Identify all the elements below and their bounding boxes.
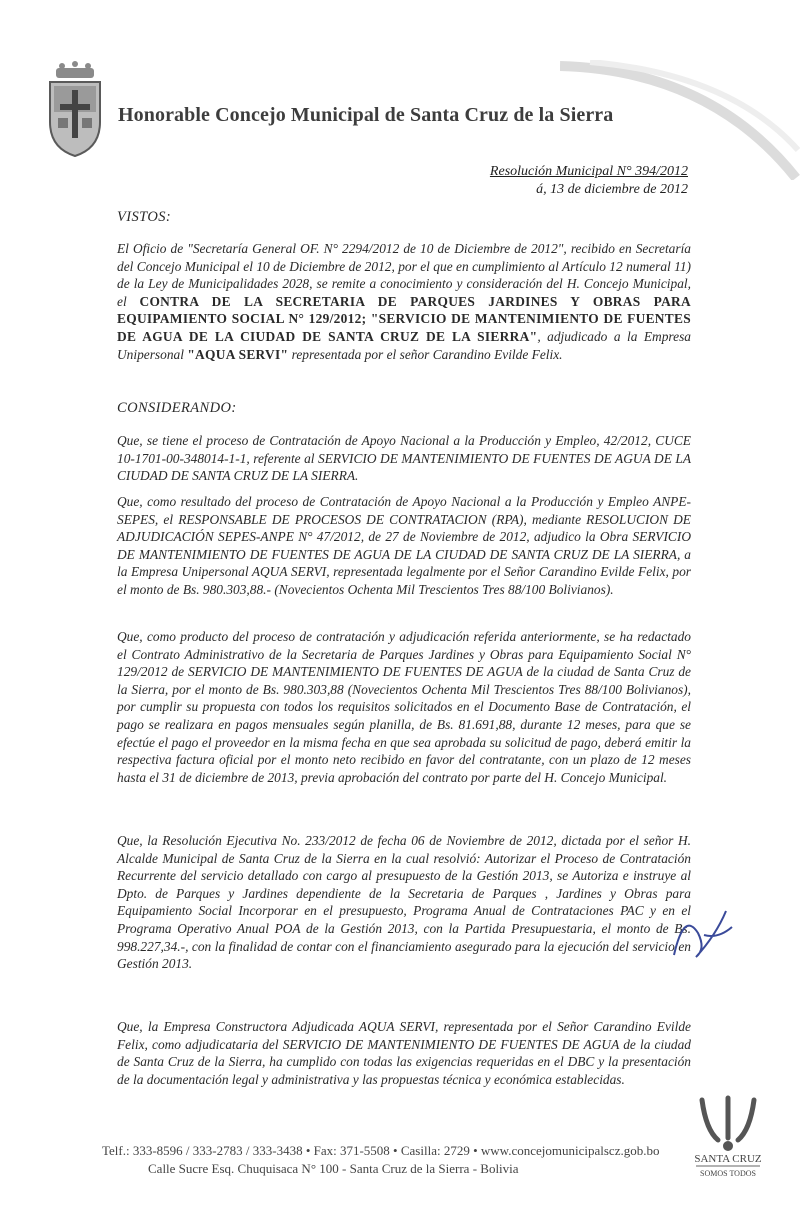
organization-title: Honorable Concejo Municipal de Santa Cruz de la Sierra	[118, 104, 614, 126]
municipal-crest-icon	[44, 60, 106, 160]
logo-text-2: SOMOS TODOS	[700, 1169, 756, 1178]
vistos-heading: VISTOS:	[117, 209, 172, 225]
footer-address: Calle Sucre Esq. Chuquisaca N° 100 - Santa Cruz de la Sierra - Bolivia	[148, 1161, 519, 1176]
vistos-text-2: , adjudicado a la Empresa Unipersonal	[117, 328, 691, 362]
paragraph-5: Que, la Empresa Constructora Adjudicada AQUA SERVI, representada por el Señor Carandino Evilde Felix, como adjudicataria del SERVICIO DE MANTENIMIENTO DE FUENTES DE AGUA de la ciudad de Santa Cruz de la Sierra, ha cumplido con todas las exigencias requeridas en el DBC y la presentación de la documentación legal y administrativa y las propuestas técnica y económica establecidas.	[117, 1019, 691, 1087]
resolution-number: Resolución Municipal N° 394/2012	[489, 164, 688, 179]
santa-cruz-logo	[688, 1090, 768, 1180]
considerando-heading: CONSIDERANDO:	[117, 400, 237, 416]
paragraph-1: Que, se tiene el proceso de Contratación de Apoyo Nacional a la Producción y Empleo, 42/2012, CUCE 10-1701-00-348014-1-1, referente al SERVICIO DE MANTENIMIENTO DE FUENTES DE AGUA DE LA CIUDAD DE SANTA CRUZ DE LA SIERRA.	[117, 433, 691, 484]
paragraph-2: Que, como resultado del proceso de Contratación de Apoyo Nacional a la Producción y Empleo ANPE-SEPES, el RESPONSABLE DE PROCESOS DE CONTRATACION (RPA), mediante RESOLUCION DE ADJUDICACIÓN SEPES-ANPE N° 47/2012, de 27 de Noviembre de 2012, adjudico la Obra SERVICIO DE MANTENIMIENTO DE FUENTES DE AGUA DE LA CIUDAD DE SANTA CRUZ DE LA SIERRA, a la Empresa Unipersonal AQUA SERVI, representada legalmente por el Señor Carandino Evilde Felix, por el monto de Bs. 980.303,88.- (Novecientos Ochenta Mil Trescientos Tres 88/100 Bolivianos).	[117, 494, 691, 597]
vistos-bold: CONTRA DE LA SECRETARIA DE PARQUES JARDINES Y OBRAS PARA EQUIPAMIENTO SOCIAL N° 129/2012; "SERVICIO DE MANTENIMIENTO DE FUENTES DE AGUA DE LA CIUDAD DE SANTA CRUZ DE LA SIERRA"	[117, 293, 691, 344]
vistos-bold-2: "AQUA SERVI"	[187, 346, 289, 362]
vistos-text-3: representada por el señor Carandino Evilde Felix.	[288, 346, 563, 362]
logo-text-1: SANTA CRUZ	[694, 1153, 762, 1165]
resolution-block	[490, 163, 688, 199]
vistos-paragraph	[117, 240, 691, 363]
decorative-swoosh	[560, 60, 800, 180]
paragraph-4: Que, la Resolución Ejecutiva No. 233/2012 de fecha 06 de Noviembre de 2012, dictada por el señor H. Alcalde Municipal de Santa Cruz de la Sierra en la cual resolvió: Autorizar el Proceso de Contratación Recurrente del servicio detallado con cargo al presupuesto de la Gestión 2013, se Autoriza e instruye al Dpto. de Parques y Jardines dependiente de la Secretaria de Parques , Jardines y Obras para Equipamiento Social Incorporar en el presupuesto, Programa Anual de Contrataciones PAC y en el Programa Operativo Anual POA de la Gestión 2013, con la Partida Presupuestaria, el monto de Bs. 998.227,34.-, con la finalidad de contar con el financiamiento asegurado para la ejecución del servicio en Gestión 2013.	[117, 833, 691, 972]
vistos-text-1: El Oficio de "Secretaría General OF. N° 2294/2012 de 10 de Diciembre de 2012", recibido en Secretaría del Concejo Municipal el 10 de Diciembre de 2012, por el que en cumplimiento al Artículo 12 numeral 11) de la Ley de Municipalidades 2028, se remite a conocimiento y consideración del H. Concejo Municipal, el	[117, 241, 691, 309]
footer-contact: Telf.: 333-8596 / 333-2783 / 333-3438 • Fax: 371-5508 • Casilla: 2729 • www.concejomunicipalscz.gob.bo	[102, 1143, 660, 1158]
signature-mark	[668, 905, 738, 965]
paragraph-3: Que, como producto del proceso de contratación y adjudicación referida anteriormente, se ha redactado el Contrato Administrativo de la Secretaria de Parques Jardines y Obras para Equipamiento Social N° 129/2012 de SERVICIO DE MANTENIMIENTO DE FUENTES DE AGUA de la ciudad de Santa Cruz de la Sierra, por el monto de Bs. 980.303,88 (Novecientos Ochenta Mil Trescientos Tres 88/100 Bolivianos), por cumplir su propuesta con todos los requisitos solicitados en el Documento Base de Contratación, el pago se realizara en pagos mensuales según planilla, de Bs. 81.691,88, durante 12 meses, para que se efectúe el pago el proveedor en la misma fecha en que sea aprobada su solicitud de pago, deberá emitir la respectiva factura oficial por el monto neto recibido en favor del contratante, con un plazo de 12 meses hasta el 31 de diciembre de 2013, previa aprobación del contrato por parte del H. Concejo Municipal.	[117, 629, 691, 785]
resolution-date: á, 13 de diciembre de 2012	[536, 182, 688, 197]
